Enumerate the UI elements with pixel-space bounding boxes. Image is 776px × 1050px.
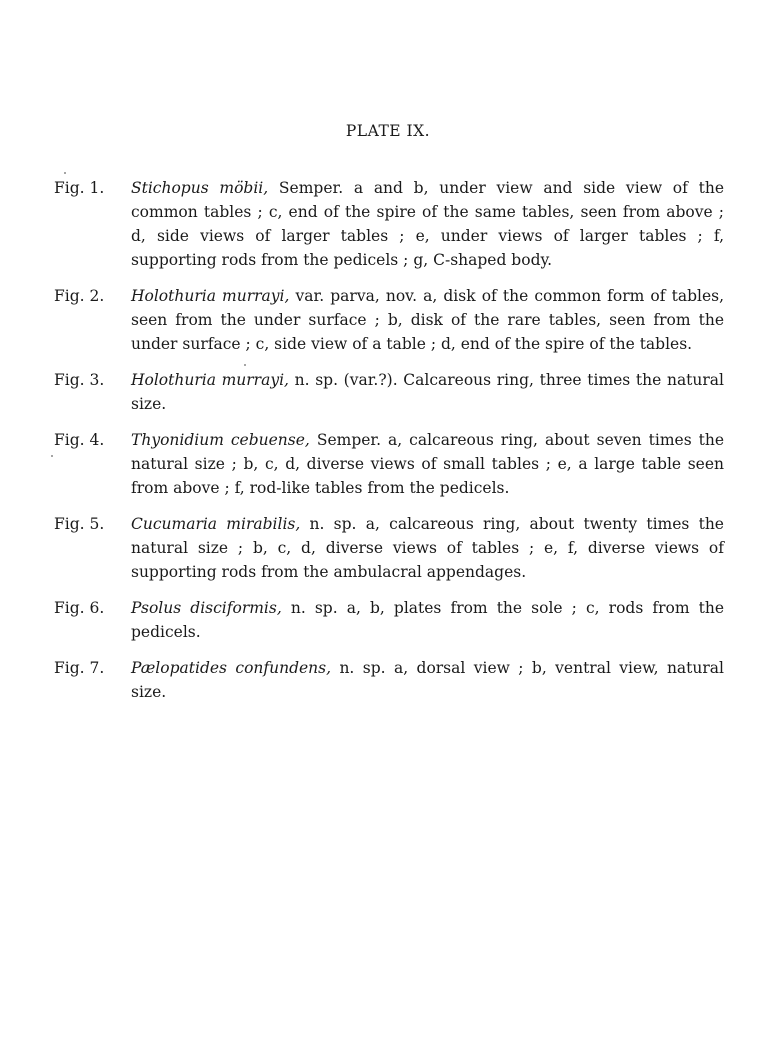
caption-text: n. sp. a, dorsal view ; b, ventral view, natural size. xyxy=(131,659,724,701)
taxon-name: Thyonidium cebuense, xyxy=(131,431,310,449)
taxon-name: Holothuria murrayi, xyxy=(131,287,290,305)
caption-text: n. sp. (var.?). Calcareous ring, three times the natural size. xyxy=(131,371,725,413)
figure-label: Fig. 2. xyxy=(54,287,105,305)
figure-4-caption xyxy=(54,428,724,500)
taxon-name: Holothuria murrayi, xyxy=(131,371,289,389)
taxon-name: Psolus disciformis, xyxy=(131,599,282,617)
caption-text: Semper. a, calcareous ring, about seven times the natural size ; b, c, d, diverse views of small tables ; e, a large table seen from above ; f, rod-like tables from the pedicels. xyxy=(131,431,724,497)
figure-5-caption xyxy=(54,512,724,584)
caption-text: Semper. a and b, under view and side view of the common tables ; c, end of the spire of the same tables, seen from above ; d, side views of larger tables ; e, under views of larger tables ; f, supporting rods from the pedicels ; g, C-shaped body. xyxy=(131,179,724,269)
figure-1-caption xyxy=(54,176,724,272)
figure-label: Fig. 1. xyxy=(54,179,105,197)
print-speck xyxy=(244,364,246,366)
print-speck xyxy=(51,455,53,457)
figure-legend xyxy=(54,176,724,716)
figure-label: Fig. 5. xyxy=(54,515,105,533)
print-speck xyxy=(64,172,66,174)
figure-6-caption xyxy=(54,596,724,644)
figure-3-caption xyxy=(54,368,724,416)
figure-label: Fig. 6. xyxy=(54,599,105,617)
figure-label: Fig. 3. xyxy=(54,371,105,389)
figure-7-caption xyxy=(54,656,724,704)
figure-label: Fig. 7. xyxy=(54,659,105,677)
caption-text: var. parva, nov. a, disk of the common form of tables, seen from the under surface ; b, disk of the rare tables, seen from the under surface ; c, side view of a table ; d, end of the spire of the tables. xyxy=(131,287,724,353)
taxon-name: Cucumaria mirabilis, xyxy=(131,515,301,533)
figure-label: Fig. 4. xyxy=(54,431,105,449)
figure-2-caption xyxy=(54,284,724,356)
taxon-name: Stichopus möbii, xyxy=(131,179,269,197)
taxon-name: Pælopatides confundens, xyxy=(131,659,332,677)
plate-title: PLATE IX. xyxy=(345,122,431,140)
caption-text: n. sp. a, calcareous ring, about twenty times the natural size ; b, c, d, diverse views of tables ; e, f, diverse views of supporting rods from the ambulacral appendages. xyxy=(131,515,724,581)
caption-text: n. sp. a, b, plates from the sole ; c, rods from the pedicels. xyxy=(131,599,724,641)
